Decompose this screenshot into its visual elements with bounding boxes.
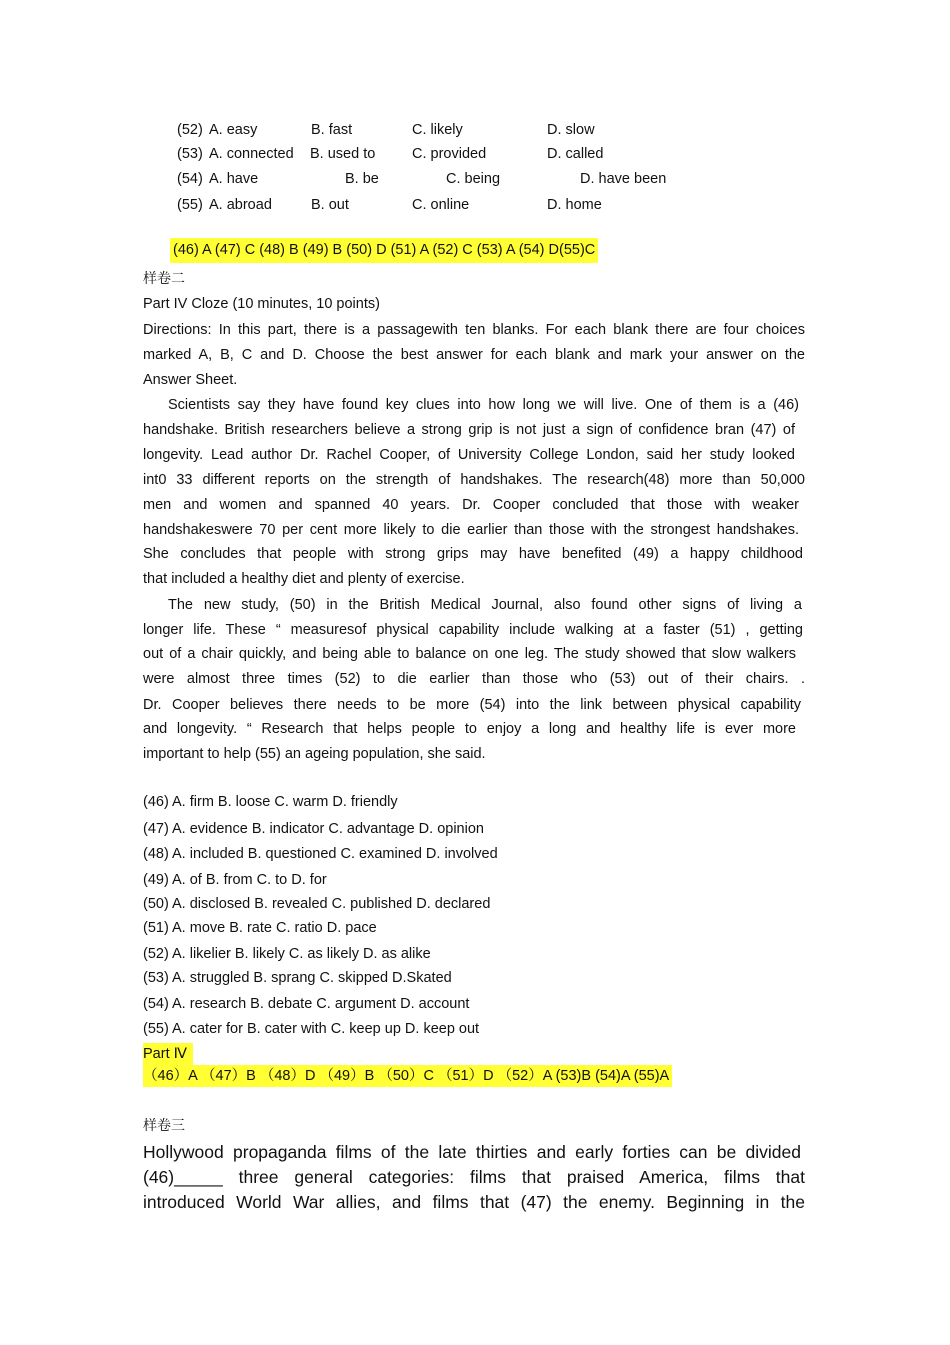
- option-line: (53) A. struggled B. sprang C. skipped D.Skated: [143, 970, 452, 986]
- option-a: A. abroad: [209, 197, 272, 213]
- passage-line: introduced World War allies, and films that (47) the enemy. Beginning in the: [143, 1192, 805, 1212]
- option-b: B. be: [345, 171, 379, 187]
- passage-line: men and women and spanned 40 years. Dr. Cooper concluded that those with weaker: [143, 497, 799, 513]
- passage-line: Hollywood propaganda films of the late thirties and early forties can be divided: [143, 1142, 801, 1162]
- option-c: C. likely: [412, 122, 463, 138]
- passage-line: The new study, (50) in the British Medical Journal, also found other signs of living a: [168, 597, 802, 613]
- option-c: C. provided: [412, 146, 487, 162]
- answer-key-highlight: (46) A (47) C (48) B (49) B (50) D (51) A (52) C (53) A (54) D(55)C: [170, 238, 598, 263]
- option-line: (51) A. move B. rate C. ratio D. pace: [143, 920, 377, 936]
- option-line: (52) A. likelier B. likely C. as likely D. as alike: [143, 946, 431, 962]
- passage-line: She concludes that people with strong grips may have benefited (49) a happy childhood: [143, 546, 803, 562]
- option-line: (46) A. firm B. loose C. warm D. friendly: [143, 794, 398, 810]
- passage-line: handshake. British researchers believe a strong grip is not just a sign of confidence bran (47) of: [143, 422, 795, 438]
- option-b: B. fast: [311, 122, 353, 138]
- section-heading: 样卷二: [143, 271, 185, 287]
- option-b: B. out: [311, 197, 349, 213]
- option-a: A. easy: [209, 122, 258, 138]
- passage-line: important to help (55) an ageing population, she said.: [143, 746, 486, 762]
- part-title: Part IV Cloze (10 minutes, 10 points): [143, 296, 380, 312]
- passage-line: were almost three times (52) to die earlier than those who (53) out of their chairs. .: [143, 671, 805, 687]
- passage-line: int0 33 different reports on the strength of handshakes. The research(48) more than 50,000: [143, 472, 805, 488]
- passage-line: and longevity. “ Research that helps people to enjoy a long and healthy life is ever more: [143, 721, 796, 737]
- option-d: D. slow: [547, 122, 595, 138]
- directions-line: Directions: In this part, there is a passagewith ten blanks. For each blank there are four choices: [143, 322, 805, 338]
- passage-line: longevity. Lead author Dr. Rachel Cooper, of University College London, said her study looked: [143, 447, 795, 463]
- answer-key-highlight: （46）A （47）B （48）D （49）B （50）C （51）D （52）A (53)B (54)A (55)A: [143, 1065, 672, 1087]
- option-c: C. being: [446, 171, 501, 187]
- option-a: A. connected: [209, 146, 294, 162]
- passage-line: longer life. These “ measuresof physical capability include walking at a faster (51) , getting: [143, 622, 803, 638]
- option-line: (50) A. disclosed B. revealed C. published D. declared: [143, 896, 491, 912]
- option-d: D. called: [547, 146, 604, 162]
- passage-line: handshakeswere 70 per cent more likely to die earlier than those with the strongest handshakes.: [143, 522, 799, 538]
- passage-line: Dr. Cooper believes there needs to be more (54) into the link between physical capability: [143, 697, 801, 713]
- option-line: (55) A. cater for B. cater with C. keep up D. keep out: [143, 1021, 480, 1037]
- passage-line: Scientists say they have found key clues into how long we will live. One of them is a (46): [168, 397, 799, 413]
- option-row-num: (55): [177, 197, 203, 213]
- option-d: D. home: [547, 197, 602, 213]
- option-row-num: (54): [177, 171, 203, 187]
- option-row-num: (52): [177, 122, 203, 138]
- answer-label-highlight: Part Ⅳ: [143, 1043, 193, 1065]
- option-line: (47) A. evidence B. indicator C. advantage D. opinion: [143, 821, 484, 837]
- option-row-num: (53): [177, 146, 203, 162]
- option-line: (54) A. research B. debate C. argument D. account: [143, 996, 470, 1012]
- option-a: A. have: [209, 171, 259, 187]
- option-line: (49) A. of B. from C. to D. for: [143, 872, 327, 888]
- option-d: D. have been: [580, 171, 667, 187]
- option-b: B. used to: [310, 146, 376, 162]
- section-heading: 样卷三: [143, 1118, 185, 1134]
- directions-line: Answer Sheet.: [143, 372, 238, 388]
- passage-line: that included a healthy diet and plenty of exercise.: [143, 571, 465, 587]
- directions-line: marked A, B, C and D. Choose the best answer for each blank and mark your answer on the: [143, 347, 805, 363]
- option-line: (48) A. included B. questioned C. examined D. involved: [143, 846, 498, 862]
- passage-line: out of a chair quickly, and being able to balance on one leg. The study showed that slow walkers: [143, 646, 796, 662]
- option-c: C. online: [412, 197, 470, 213]
- passage-line: (46)_____ three general categories: films that praised America, films that: [143, 1167, 805, 1187]
